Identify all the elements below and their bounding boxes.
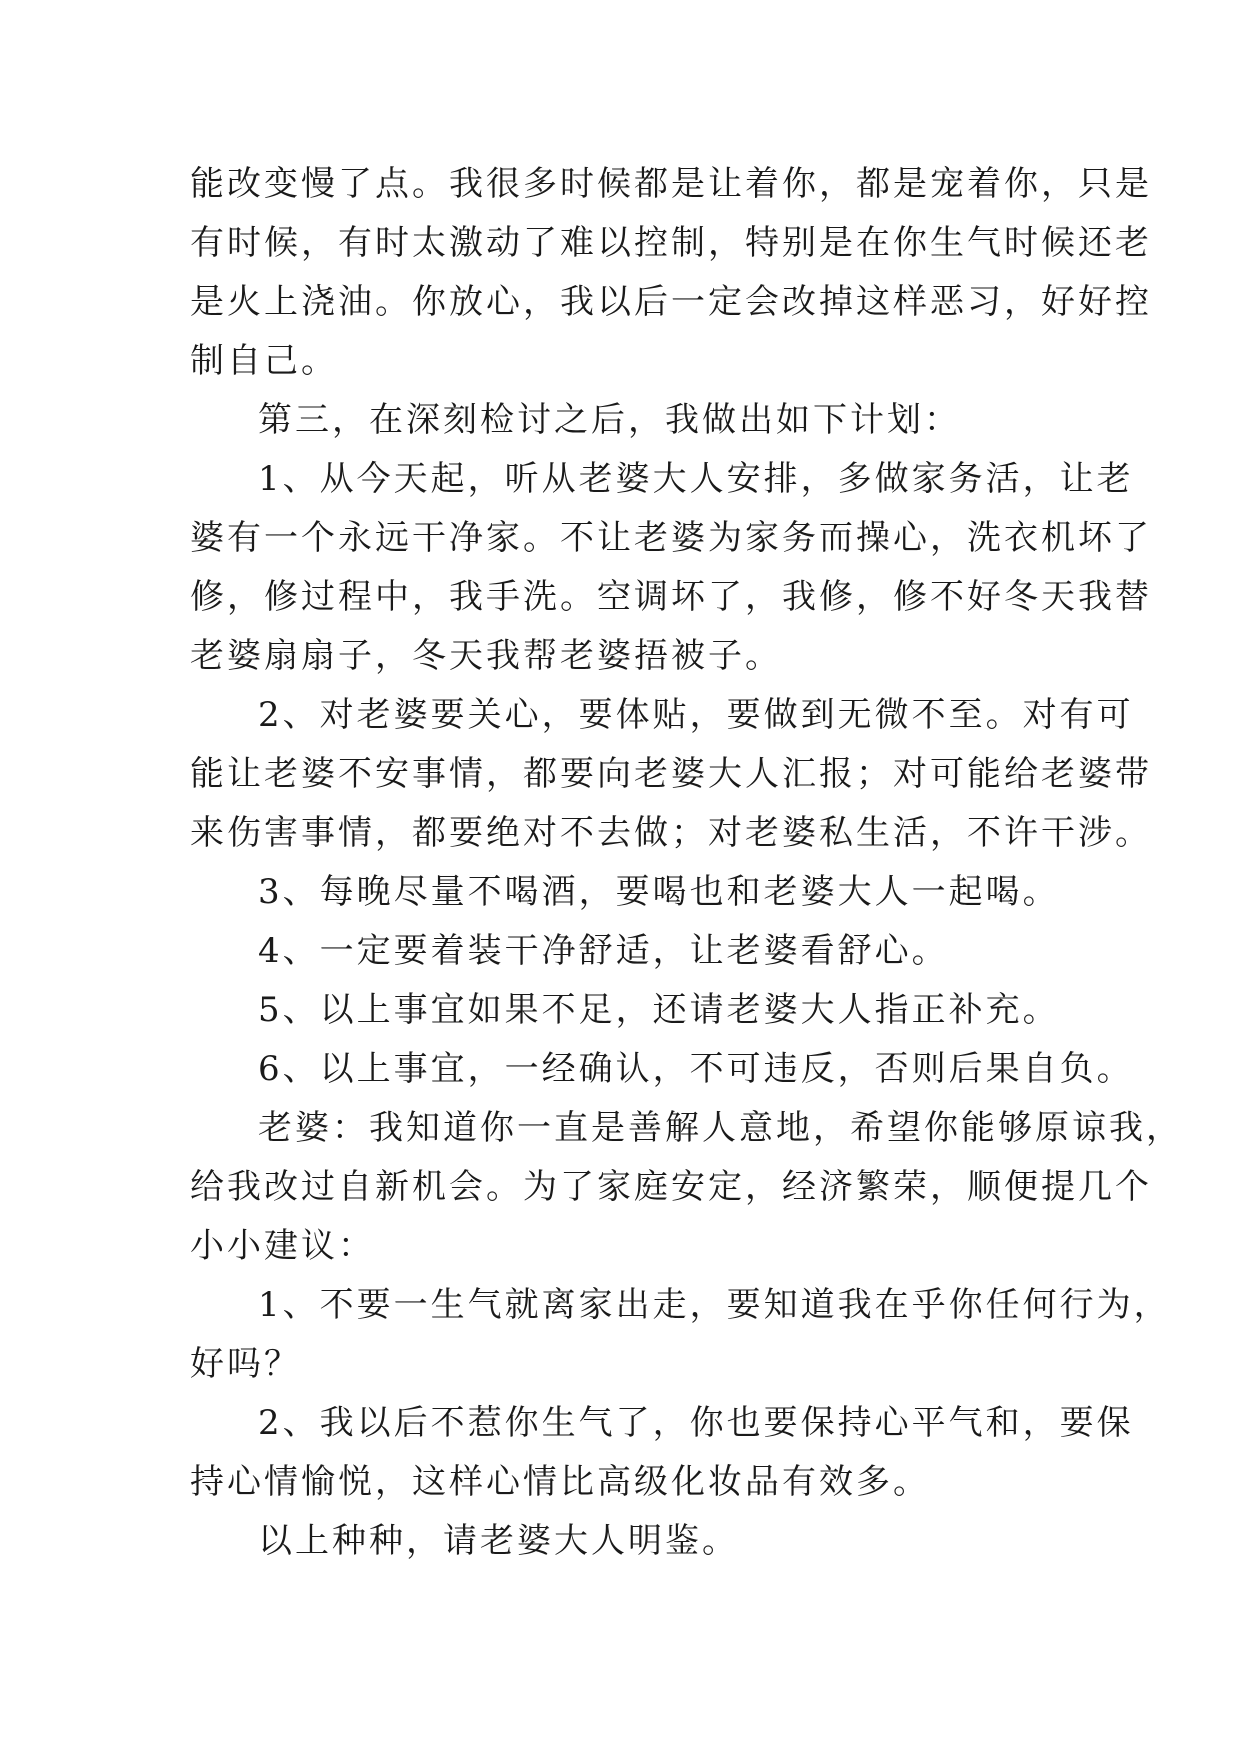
text-line: 2、我以后不惹你生气了，你也要保持心平气和，要保 xyxy=(258,1403,1134,1443)
text-line: 2、对老婆要关心，要体贴，要做到无微不至。对有可 xyxy=(258,695,1134,735)
text-line: 修，修过程中，我手洗。空调坏了，我修，修不好冬天我替 xyxy=(190,577,1152,617)
body-text xyxy=(190,155,1183,1571)
text-line: 好吗？ xyxy=(190,1344,301,1384)
text-line: 1、从今天起，听从老婆大人安排，多做家务活，让老 xyxy=(258,459,1134,499)
text-line: 能让老婆不安事情，都要向老婆大人汇报；对可能给老婆带 xyxy=(190,754,1152,794)
text-line: 能改变慢了点。我很多时候都是让着你，都是宠着你，只是 xyxy=(190,164,1152,204)
text-line: 第三，在深刻检讨之后，我做出如下计划： xyxy=(258,400,961,440)
text-line: 5、以上事宜如果不足，还请老婆大人指正补充。 xyxy=(258,990,1060,1030)
text-line: 老婆扇扇子，冬天我帮老婆捂被子。 xyxy=(190,636,782,676)
text-line: 有时候，有时太激动了难以控制，特别是在你生气时候还老 xyxy=(190,223,1152,263)
text-line: 是火上浇油。你放心，我以后一定会改掉这样恶习，好好控 xyxy=(190,282,1152,322)
text-line: 来伤害事情，都要绝对不去做；对老婆私生活，不许干涉。 xyxy=(190,813,1152,853)
text-line: 老婆：我知道你一直是善解人意地，希望你能够原谅我， xyxy=(258,1108,1183,1148)
text-line: 持心情愉悦，这样心情比高级化妆品有效多。 xyxy=(190,1462,930,1502)
text-line: 1、不要一生气就离家出走，要知道我在乎你任何行为， xyxy=(258,1285,1171,1325)
text-line: 3、每晚尽量不喝酒，要喝也和老婆大人一起喝。 xyxy=(258,872,1060,912)
text-line: 小小建议： xyxy=(190,1226,375,1266)
text-line: 4、一定要着装干净舒适，让老婆看舒心。 xyxy=(258,931,949,971)
text-line: 制自己。 xyxy=(190,341,338,381)
text-line: 6、以上事宜，一经确认，不可违反，否则后果自负。 xyxy=(258,1049,1134,1089)
text-line: 给我改过自新机会。为了家庭安定，经济繁荣，顺便提几个 xyxy=(190,1167,1152,1207)
text-line: 以上种种，请老婆大人明鉴。 xyxy=(258,1521,739,1561)
text-line: 婆有一个永远干净家。不让老婆为家务而操心，洗衣机坏了 xyxy=(190,518,1152,558)
